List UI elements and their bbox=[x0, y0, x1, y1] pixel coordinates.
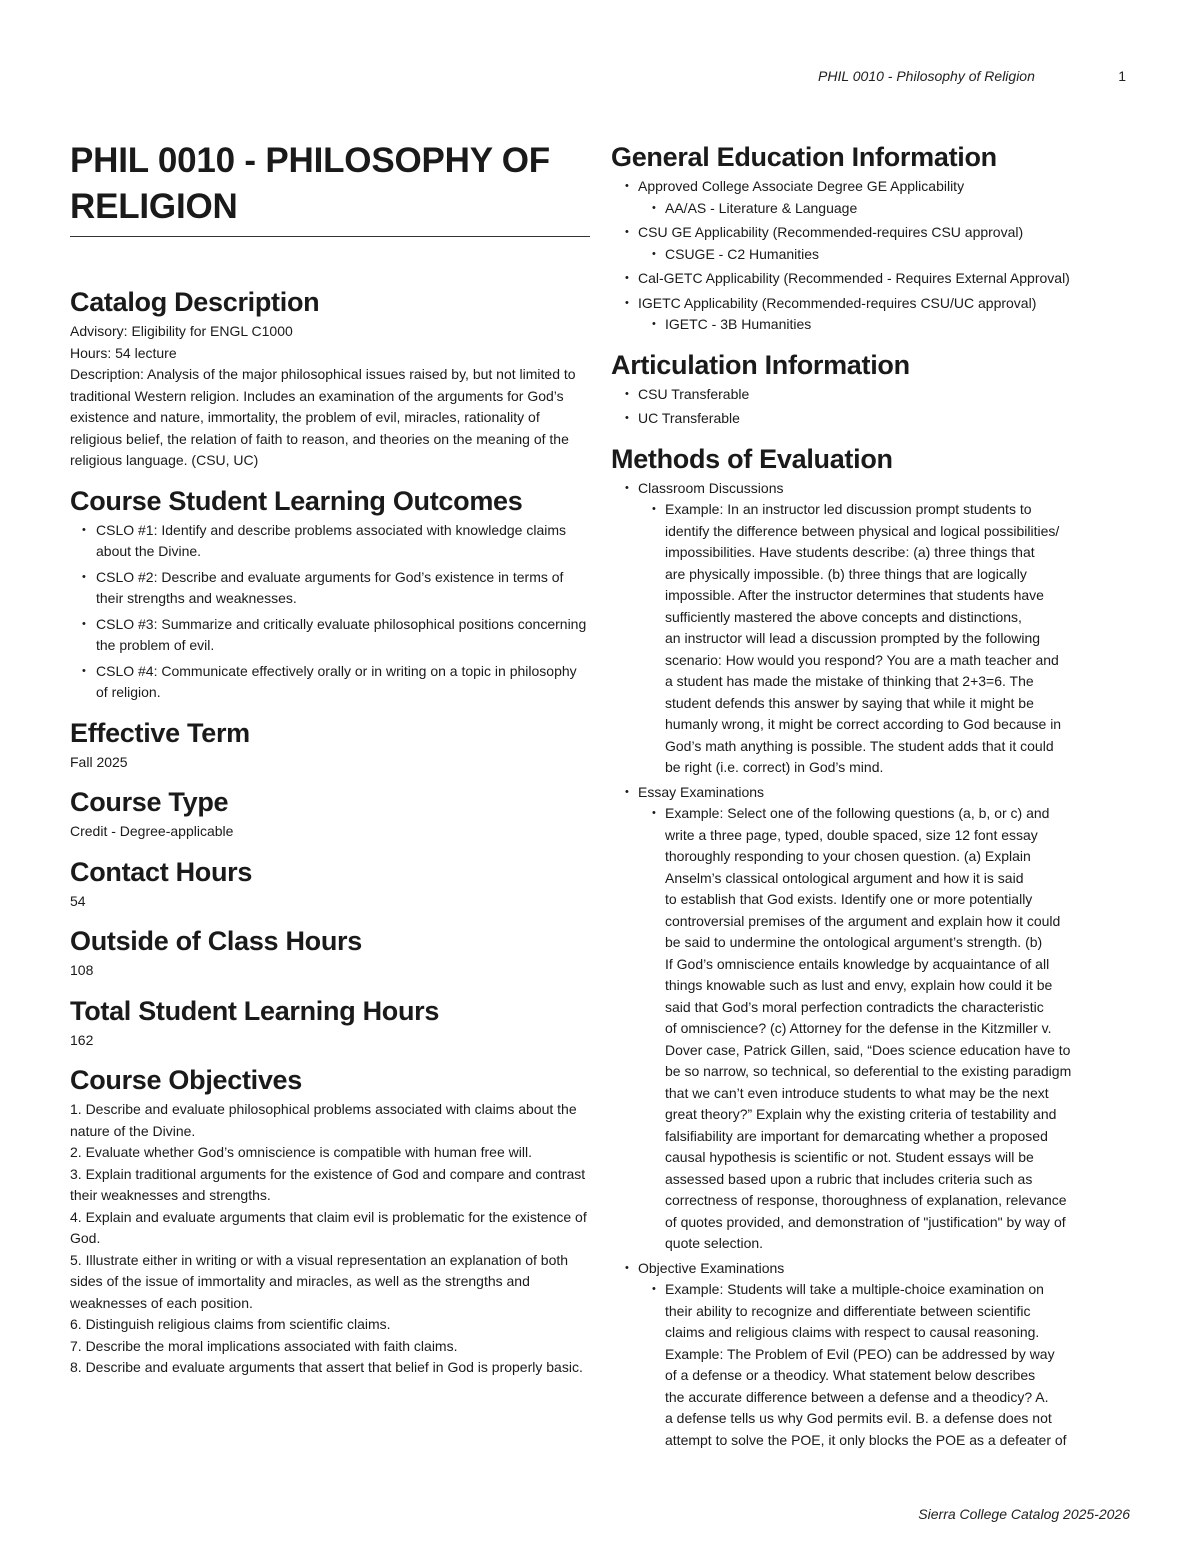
evaluation-heading: Methods of Evaluation bbox=[611, 443, 893, 474]
evaluation-method bbox=[611, 782, 1131, 1255]
evaluation-method-label: Classroom Discussions bbox=[638, 479, 784, 496]
ge-group bbox=[611, 268, 1131, 290]
ge-sub-item: • AA/AS - Literature & Language bbox=[638, 198, 1131, 220]
evaluation-method bbox=[611, 478, 1131, 779]
description-text: Description: Analysis of the major philosophical issues raised by, but not limited to traditional Western religion. Includes an examination of the arguments for God’s existence and nature, immortality, the problem of evil, miracles, rationality of religious belief, the relation of faith to reason, and theories on the meaning of the religious language. (CSU, UC) bbox=[70, 366, 576, 468]
objective-item: 8. Describe and evaluate arguments that assert that belief in God is properly basic. bbox=[70, 1359, 583, 1375]
evaluation-method-label: Essay Examinations bbox=[638, 783, 765, 800]
ge-list bbox=[611, 176, 1131, 336]
document-title: PHIL 0010 - PHILOSOPHY OF RELIGION bbox=[70, 138, 590, 237]
cslo-list bbox=[70, 520, 590, 704]
left-column bbox=[70, 138, 590, 1379]
ge-sub-item: • IGETC - 3B Humanities bbox=[638, 314, 1131, 336]
objectives-list bbox=[70, 1099, 590, 1379]
contact-hours-heading: Contact Hours bbox=[70, 856, 253, 887]
contact-hours-value: 54 bbox=[70, 892, 86, 909]
ge-group-label: Approved College Associate Degree GE Applicability bbox=[638, 178, 965, 194]
course-type-heading: Course Type bbox=[70, 787, 229, 817]
evaluation-example: • Example: Students will take a multiple-choice examination on their ability to recognize and differentiate between scientific claims and religious claims with respect to causal reasoning. Example: The Problem of Evil (PEO) can be addressed by way of a defense or a theodicy. What statement below describes the accurate difference between a defense and a theodicy? A. a defense tells us why God permits evil. B. a defense does not attempt to solve the POE, it only blocks the POE as a defeater of bbox=[638, 1279, 1131, 1451]
catalog-description bbox=[70, 321, 590, 472]
evaluation-example: • Example: In an instructor led discussion prompt students to identify the difference between physical and logical possibilities/ impossibilities. Have students describe: (a) three things that are physically impossible. (b) three things that are logically impossible. After the instructor determines that students have sufficiently mastered the above concepts and distinctions, an instructor will lead a discussion prompted by the following scenario: How would you respond? You are a math teacher and a student has made the mistake of thinking that 2+3=6. The student defends this answer by saying that while it might be humanly wrong, it might be correct according to God because in God’s math anything is possible. The student adds that it could be right (i.e. correct) in God’s mind. bbox=[638, 499, 1131, 779]
outside-hours-value: 108 bbox=[70, 962, 94, 978]
ge-group bbox=[611, 176, 1131, 219]
articulation-item: • UC Transferable bbox=[611, 408, 1131, 430]
cslo-item: • CSLO #4: Communicate effectively orally or in writing on a topic in philosophy of religion. bbox=[70, 661, 590, 704]
objective-item: 7. Describe the moral implications associated with faith claims. bbox=[70, 1337, 458, 1354]
total-hours-heading: Total Student Learning Hours bbox=[70, 995, 440, 1026]
objective-item: 4. Explain and evaluate arguments that claim evil is problematic for the existence of God. bbox=[70, 1208, 587, 1246]
cslo-heading: Course Student Learning Outcomes bbox=[70, 485, 523, 516]
ge-heading: General Education Information bbox=[611, 142, 997, 172]
cslo-item: • CSLO #2: Describe and evaluate arguments for God’s existence in terms of their strengths and weaknesses. bbox=[70, 567, 590, 610]
advisory-text: Advisory: Eligibility for ENGL C1000 bbox=[70, 323, 293, 339]
ge-group-label: CSU GE Applicability (Recommended-requires CSU approval) bbox=[638, 224, 1024, 240]
evaluation-list bbox=[611, 478, 1131, 1452]
articulation-heading: Articulation Information bbox=[611, 349, 910, 380]
right-column bbox=[611, 138, 1131, 1454]
footer: Sierra College Catalog 2025-2026 bbox=[918, 1506, 1130, 1522]
objectives-heading: Course Objectives bbox=[70, 1065, 302, 1095]
ge-sub-item: • CSUGE - C2 Humanities bbox=[638, 244, 1131, 266]
objective-item: 6. Distinguish religious claims from scientific claims. bbox=[70, 1316, 391, 1332]
objective-item: 3. Explain traditional arguments for the existence of God and compare and contrast their weaknesses and strengths. bbox=[70, 1165, 586, 1203]
catalog-description-heading: Catalog Description bbox=[70, 287, 320, 317]
evaluation-method-label: Objective Examinations bbox=[638, 1259, 785, 1276]
evaluation-method bbox=[611, 1258, 1131, 1452]
ge-group-label: IGETC Applicability (Recommended-requires CSU/UC approval) bbox=[638, 294, 1037, 311]
ge-group bbox=[611, 293, 1131, 336]
ge-group bbox=[611, 222, 1131, 265]
course-type-value: Credit - Degree-applicable bbox=[70, 823, 234, 839]
evaluation-example: • Example: Select one of the following questions (a, b, or c) and write a three page, typed, double spaced, size 12 font essay thoroughly responding to your chosen question. (a) Explain Anselm’s classical ontological argument and how it is said to establish that God exists. Identify one or more potentially controversial premises of the argument and explain how it could be said to undermine the ontological argument’s strength. (b) If God’s omniscience entails knowledge by acquaintance of all things knowable such as lust and envy, explain how could it be said that God’s moral perfection contradicts the characteristic of omniscience? (c) Attorney for the defense in the Kitzmiller v. Dover case, Patrick Gillen, said, “Does science education have to be so narrow, so technical, so deferential to the existing paradigm that we can’t even introduce students to what may be the next great theory?” Explain why the existing criteria of testability and falsifiability are important for demarcating whether a proposed causal hypothesis is scientific or not. Student essays will be assessed based upon a rubric that includes criteria such as correctness of response, thoroughness of explanation, relevance of quotes provided, and demonstration of "justification" by way of quote selection. bbox=[638, 803, 1131, 1255]
ge-group-label: Cal-GETC Applicability (Recommended - Requires External Approval) bbox=[638, 270, 1070, 286]
objective-item: 1. Describe and evaluate philosophical problems associated with claims about the nature of the Divine. bbox=[70, 1101, 577, 1139]
page-number: 1 bbox=[1118, 68, 1126, 84]
cslo-item: • CSLO #3: Summarize and critically evaluate philosophical positions concerning the problem of evil. bbox=[70, 614, 590, 657]
running-head-title: PHIL 0010 - Philosophy of Religion bbox=[818, 68, 1035, 84]
objective-item: 2. Evaluate whether God’s omniscience is compatible with human free will. bbox=[70, 1144, 532, 1160]
cslo-item: • CSLO #1: Identify and describe problems associated with knowledge claims about the Divine. bbox=[70, 520, 590, 563]
total-hours-value: 162 bbox=[70, 1031, 94, 1048]
articulation-item: • CSU Transferable bbox=[611, 384, 1131, 406]
hours-text: Hours: 54 lecture bbox=[70, 344, 177, 361]
outside-hours-heading: Outside of Class Hours bbox=[70, 926, 362, 956]
effective-term-value: Fall 2025 bbox=[70, 753, 128, 770]
effective-term-heading: Effective Term bbox=[70, 717, 250, 748]
objective-item: 5. Illustrate either in writing or with a visual representation an explanation of both sides of the issue of immortality and miracles, as well as the strengths and weaknesses of each position. bbox=[70, 1251, 569, 1311]
articulation-list bbox=[611, 384, 1131, 430]
